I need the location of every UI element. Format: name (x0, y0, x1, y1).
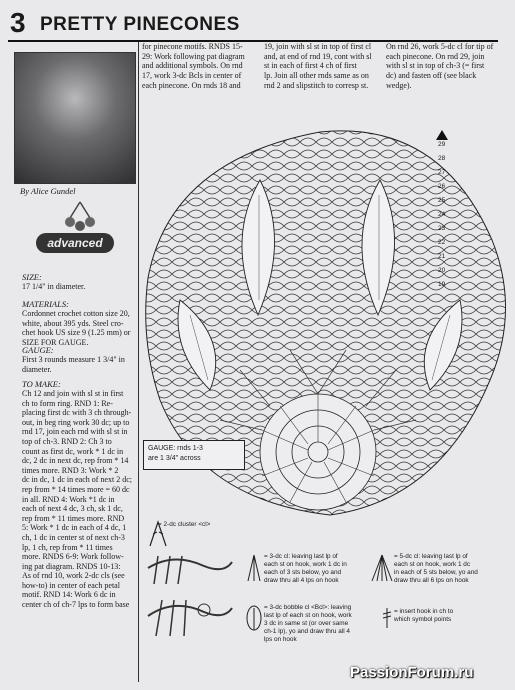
legend-5dc-cluster: = 5-dc cl: leaving last lp of each st on hook, work 1 dc in each of 5 sts below, yo and draw thru all 6 lps on hook (394, 553, 478, 584)
round-number: 20 (438, 267, 446, 274)
how-to-illustration-1 (144, 548, 234, 593)
instruction-line: each pinecone. On rnds 18 and (142, 80, 241, 90)
instruction-line: 29: Work following pat diagram (142, 51, 245, 61)
round-number: 21 (438, 253, 446, 260)
to-make-line: center ch of ch-7 lps to form base (22, 600, 130, 610)
instruction-line: with sl st in top of ch-3 (= first (386, 61, 485, 71)
pattern-number: 3 (10, 7, 26, 38)
bobble-icon (244, 604, 264, 639)
pattern-title: PRETTY PINECONES (40, 14, 240, 35)
to-make-line: As of rnd 10, work 2-dc cls (see (22, 571, 125, 581)
instruction-line: On rnd 26, work 5-dc cl for tip of (386, 42, 494, 51)
instruction-line: 17, work 3-dc Bcls in center of (142, 71, 242, 81)
legend-2dc-cluster: = 2-dc cluster <cl> (158, 521, 211, 528)
to-make-line: motif. RND 14: Work 6 dc in (22, 590, 116, 600)
to-make-line: lp, 1 ch, rep from * 11 times (22, 542, 113, 552)
five-dc-cluster-icon (370, 553, 394, 588)
round-number: 25 (438, 197, 446, 204)
to-make-line: dc in dc, 1 dc in each of next 2 dc; (22, 475, 132, 485)
instructions-column-4 (386, 42, 504, 91)
gauge-text: First 3 rounds measure 1 3/4" in diameter. (22, 355, 125, 374)
instruction-line: and additional symbols. On rnd (142, 61, 243, 71)
doily-photo (14, 52, 136, 184)
instruction-line: rnd 2 and slipstitch to corresp st. (264, 80, 369, 90)
to-make-line: dc, 2 dc in next dc, rep from * 14 (22, 456, 129, 466)
to-make-line: top of ch-3. RND 2: Ch 3 to (22, 436, 112, 446)
round-number-list (438, 138, 468, 298)
size-text: 17 1/4" in diameter. (22, 282, 86, 291)
to-make-heading: TO MAKE: (22, 379, 61, 389)
instructions-column-3 (264, 42, 380, 91)
instruction-line: wedge). (386, 80, 412, 90)
to-make-line: in all. RND 4: Work *1 dc in (22, 494, 115, 504)
to-make-line: Ch 12 and join with sl st in first (22, 389, 124, 398)
instruction-line: st in each of first 4 ch of first (264, 61, 357, 71)
to-make-line: placing first dc with 3 ch through- (22, 408, 132, 418)
round-number: 24 (438, 211, 446, 218)
legend-insert-hook: = insert hook in ch to which symbol points (394, 608, 454, 623)
round-number: 27 (438, 169, 446, 176)
how-to-illustration-2 (144, 590, 234, 645)
round-number: 22 (438, 239, 446, 246)
instruction-line: and, at end of rnd 19, cont with sl (264, 51, 372, 61)
to-make-line: more. RNDS 6-9: Work follow- (22, 552, 124, 562)
size-heading: SIZE: (22, 272, 42, 282)
round-number: 19 (438, 281, 446, 288)
to-make-line: rnd 17, join each rnd with sl st in (22, 427, 128, 437)
instructions-column-2 (142, 42, 258, 91)
insert-hook-icon (380, 606, 394, 635)
instruction-line: dc) and fasten off (see black (386, 71, 477, 81)
cherry-icon (60, 200, 100, 234)
materials-heading: MATERIALS: (22, 299, 69, 309)
materials-text: Cordonnet crochet cotton size 20, white, about 395 yds. Steel cro- chet hook US size 9 (1.25 mm) or SIZE FOR GAUGE. (22, 309, 131, 347)
to-make-line: count as first dc, work * 1 dc in (22, 446, 124, 456)
to-make-line: how-to) in center of each petal (22, 580, 120, 590)
round-number: 29 (438, 141, 446, 148)
to-make-line: rep from * 14 times more = 60 dc (22, 484, 130, 494)
to-make-text (22, 389, 138, 610)
to-make-line: ch, 1 dc in center st of next ch-3 (22, 532, 125, 542)
instruction-line: lp. Join all other rnds same as on (264, 71, 369, 81)
watermark: PassionForum.ru (350, 664, 474, 681)
round-number: 23 (438, 225, 446, 232)
legend-3dc-cluster: = 3-dc cl: leaving last lp of each st on hook, work 1 dc in each of 3 sts below, yo and draw thru all 4 lps on hook (264, 553, 347, 584)
to-make-line: ch to form ring. RND 1: Re- (22, 398, 113, 408)
instruction-line: each pinecone. On rnd 29, join (386, 51, 485, 61)
legend-bobble: = 3-dc bobble cl <Bcl>: leaving last lp of each st on hook, work 3 dc in same st (or over same ch-1 lp), yo and draw thru all 4 lps on hook (264, 604, 352, 643)
gauge-box-text: GAUGE: rnds 1-3 are 1 3/4" across (148, 445, 203, 462)
to-make-line: 5: Work * 1 dc in each of 4 dc, 1 (22, 523, 127, 533)
round-number: 26 (438, 183, 446, 190)
gauge-heading: GAUGE: (22, 345, 54, 355)
to-make-line: ing pat diagram. RNDS 10-13: (22, 561, 121, 571)
to-make-line: times more. RND 3: Work * 2 (22, 465, 119, 475)
three-dc-cluster-icon (244, 553, 264, 588)
round-number: 28 (438, 155, 446, 162)
to-make-line: each of next 4 dc, 3 ch, sk 1 dc, (22, 504, 123, 514)
skill-level-badge: advanced (36, 233, 114, 253)
byline: By Alice Gundel (20, 186, 76, 196)
to-make-line: rep from * 11 times more. RND (22, 513, 125, 523)
instruction-line: 19, join with sl st in top of first cl (264, 42, 372, 51)
to-make-line: out, in beg ring work 30 dc; up to (22, 417, 130, 427)
instruction-line: for pinecone motifs. RNDS 15- (142, 42, 243, 51)
